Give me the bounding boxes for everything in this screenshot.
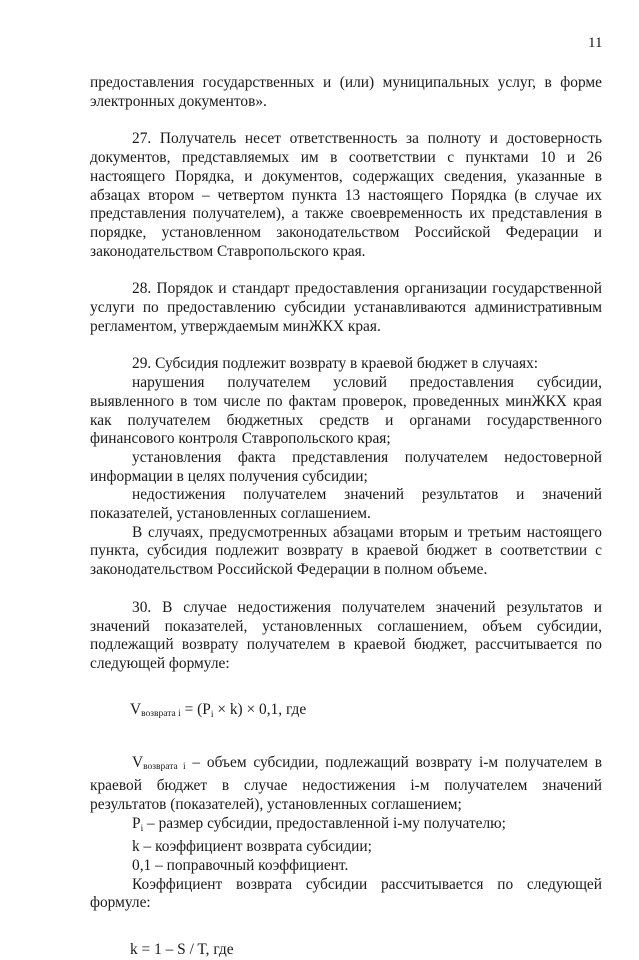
definition-v	[90, 754, 602, 814]
formula-equals-open: = (P	[180, 700, 211, 718]
formula-v-subscript: возврата i	[141, 708, 181, 719]
paragraph-29-full-return: В случаях, предусмотренных абзацами вторым и третьим настоящего пункта, субсидия подлежит возврату в краевой бюджет в соответствии с законодательством Российской Федерации в полном объеме.	[90, 523, 602, 579]
paragraph-29-case-false-info: установления факта представления получателем недостоверной информации в целях получения субсидии;	[90, 448, 602, 485]
definition-p-subscript: i	[140, 823, 144, 834]
definition-k: k – коэффициент возврата субсидии;	[132, 838, 372, 856]
formula-v-symbol: V	[130, 700, 142, 718]
definition-p-text: – размер субсидии, предоставленной i-му получателю;	[143, 814, 506, 832]
definition-v-symbol: V	[132, 754, 144, 772]
page-number: 11	[588, 35, 603, 51]
paragraph-29-case-nonachievement: недостижения получателем значений результатов и значений показателей, установленных соглашением.	[90, 486, 602, 523]
formula-rest: × k) × 0,1, где	[213, 700, 307, 718]
definition-p	[90, 815, 602, 839]
formula-return-coefficient: k = 1 – S / T, где	[130, 941, 234, 959]
formula-return-volume	[90, 701, 602, 725]
definition-p-symbol: P	[132, 814, 141, 832]
paragraph-30: 30. В случае недостижения получателем значений результатов и значений показателей, установленных соглашением, объем субсидии, подлежащий возврату получателем в краевой бюджет, рассчитывается по следующей формуле:	[90, 598, 602, 672]
definition-v-subscript: возврата i	[143, 762, 186, 773]
paragraph-29: 29. Субсидия подлежит возврату в краевой бюджет в случаях:	[132, 355, 539, 373]
document-body	[90, 74, 602, 960]
paragraph-continuation: предоставления государственных и (или) муниципальных услуг, в форме электронных документов».	[90, 74, 602, 110]
paragraph-27: 27. Получатель несет ответственность за полноту и достоверность документов, представляемых им в соответствии с пунктами 10 и 26 настоящего Порядка, и документов, содержащих сведения, указанные в абзацах втором – четвертом пункта 13 настоящего Порядка (в случае их представления получателем), а также своевременность их представления в порядке, установленном законодательством Российской Федерации и законодательством Ставропольского края.	[90, 130, 602, 260]
paragraph-29-case-violation: нарушения получателем условий предоставления субсидии, выявленного в том числе по фактам проверок, проведенных минЖКХ края как получателем бюджетных средств и органами государственного финансового контроля Ставропольского края;	[90, 374, 602, 448]
definition-correction: 0,1 – поправочный коэффициент.	[132, 856, 349, 874]
paragraph-k-intro: Коэффициент возврата субсидии рассчитывается по следующей формуле:	[90, 875, 602, 912]
formula-p-subscript: i	[210, 709, 214, 720]
paragraph-28: 28. Порядок и стандарт предоставления организации государственной услуги по предоставлению субсидии устанавливаются административным регламентом, утверждаемым минЖКХ края.	[90, 280, 602, 335]
definition-v-text: – объем субсидии, подлежащий возврату i-м получателем в краевой бюджет в случае недостижения i-м получателем значений результатов (показателей), установленных соглашением;	[90, 754, 602, 813]
